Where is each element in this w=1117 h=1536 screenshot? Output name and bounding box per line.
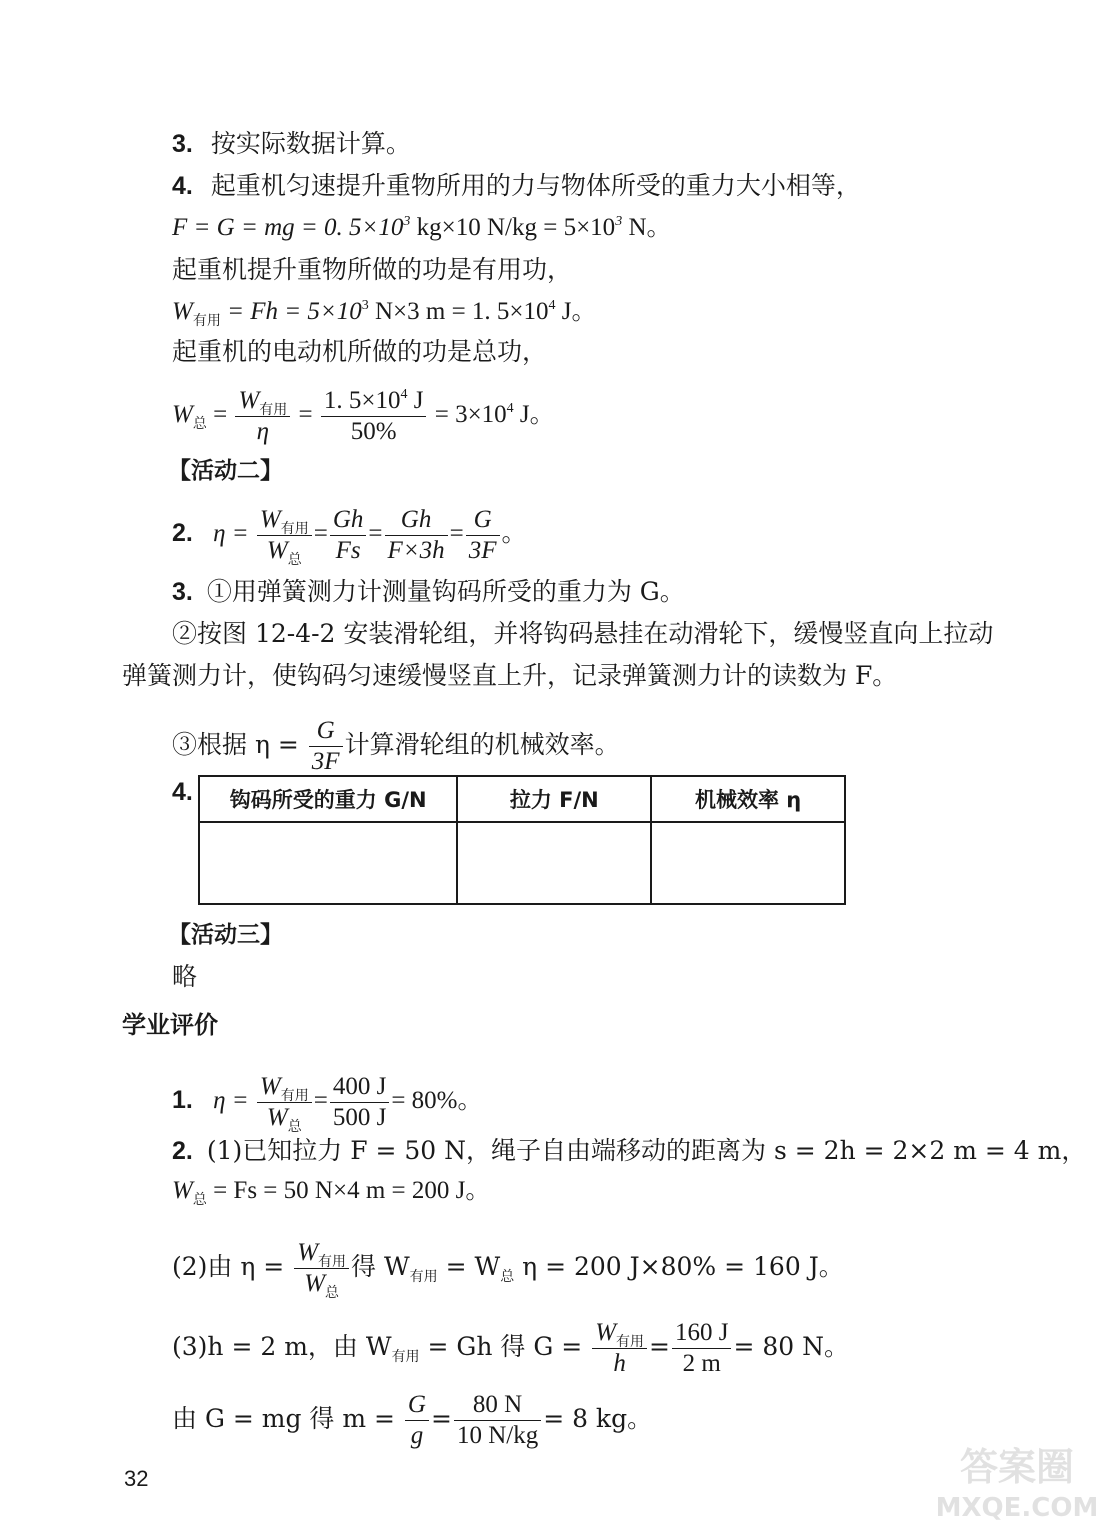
e2-part4: 由 G = mg 得 m = $\frac{G}{g}$ = $\frac{80 N}{10 N/kg}$ = 8 kg。	[172, 1391, 653, 1449]
a2-eta: η =	[213, 520, 249, 548]
total-work-text: 起重机的电动机所做的功是总功，	[172, 337, 548, 366]
w-total-f2-top: 1. 5×10	[323, 387, 401, 414]
w-useful-symbol: W	[172, 298, 193, 325]
a2-q3-number: 3.	[172, 578, 193, 606]
a2-q3-step3-fraction	[309, 716, 343, 777]
q4-line	[172, 170, 861, 202]
e1-fraction-1	[257, 1072, 312, 1133]
e2-line1	[172, 1135, 1086, 1167]
a2-f1-top: W	[259, 506, 281, 533]
activity-3-text: 略	[172, 962, 198, 991]
w-total-f1-bottom: η	[256, 418, 270, 445]
w-total-sub: 总	[192, 417, 207, 433]
table-header-force: 拉力 F/N	[457, 776, 651, 822]
force-exp1: 3	[403, 214, 411, 229]
a2-f3-top: Gh	[385, 505, 448, 536]
a2-q3-step1	[172, 576, 685, 608]
e2-line1-text: (1)已知拉力 F = 50 N，绳子自由端移动的距离为 s = 2h = 2×2 m = 4 m，	[206, 1136, 1087, 1165]
w-useful-exp2: 4	[548, 298, 556, 313]
table-cell-weight	[199, 822, 457, 904]
e1-end: = 80%。	[391, 1087, 483, 1115]
e1-f1-top-sub: 有用	[280, 1089, 309, 1104]
a2-q3-step2-line1: ②按图 12-4-2 安装滑轮组，并将钩码悬挂在动滑轮下，缓慢竖直向上拉动	[172, 619, 994, 648]
w-total-f2-bottom: 50%	[350, 418, 397, 445]
a2-q3-step3-post: 计算滑轮组的机械效率。	[344, 730, 620, 759]
e2-p2-top-sub: 有用	[318, 1255, 347, 1270]
a2-f4-top: G	[466, 505, 500, 536]
a2-q3-step2-line2: 弹簧测力计，使钩码匀速缓慢竖直上升，记录弹簧测力计的读数为 F。	[122, 661, 898, 690]
e2-p2-bottom: W	[304, 1270, 326, 1297]
table-cell-force	[457, 822, 651, 904]
page-number: 32	[124, 1466, 149, 1491]
activity-2-heading: 【活动二】	[168, 458, 283, 484]
e2-p3-fraction-1	[592, 1318, 647, 1379]
watermark-logo	[931, 1440, 1103, 1522]
e2-p3-f2-bottom: 2 m	[682, 1350, 721, 1377]
e2-p2-mid2: = W	[437, 1252, 501, 1281]
a2-f2-bottom: Fs	[335, 537, 361, 564]
table-header-row	[199, 776, 845, 822]
e1-f1-bottom: W	[266, 1104, 288, 1131]
a2-fraction-3	[385, 505, 448, 566]
table-row	[199, 822, 845, 904]
e2-p4-fraction-1	[405, 1390, 429, 1451]
w-useful-end: J。	[555, 298, 597, 325]
e1-f2-top: 400 J	[330, 1072, 389, 1103]
w-total-f1-top-sub: 有用	[259, 403, 288, 418]
e2-p2-mid-sub: 有用	[409, 1269, 438, 1285]
e2-p3-f1-bottom: h	[613, 1350, 626, 1377]
e2-p2-pre: (2)由 η =	[172, 1252, 285, 1281]
w-total-fraction-2	[321, 386, 427, 447]
e2-p4-f1-bottom: g	[410, 1422, 424, 1449]
w-total-fraction-1	[235, 386, 290, 447]
a2-q2-equation: 2. η = $\frac{W_{有用}}{W_总}$ = $\frac{Gh}{Fs}$ = $\frac{Gh}{F\times 3h}$ = $\frac{G}{3F}$ 。	[172, 506, 527, 568]
q3-line	[172, 128, 411, 160]
a2-q3-step3-pre: ③根据 η =	[172, 730, 299, 759]
e1-f2-bottom: 500 J	[332, 1104, 387, 1131]
useful-work-text: 起重机提升重物所做的功是有用功，	[172, 255, 573, 284]
w-total-result-end: J。	[513, 401, 555, 429]
a2-f3-bottom: F×3h	[387, 537, 445, 564]
table-header-efficiency: 机械效率 η	[651, 776, 845, 822]
e2-line2-rest: = Fs = 50 N×4 m = 200 J。	[206, 1177, 491, 1204]
e2-w-total: W	[172, 1177, 193, 1204]
e2-number: 2.	[172, 1137, 193, 1165]
force-equation	[172, 212, 672, 244]
a2-q3-step3	[172, 716, 620, 777]
e1-f1-bottom-sub: 总	[287, 1120, 302, 1135]
w-useful-sub: 有用	[192, 314, 221, 329]
e2-p4-f1-top: G	[405, 1390, 429, 1421]
force-eq-end: N。	[622, 214, 672, 241]
e1-eta: η =	[213, 1087, 249, 1115]
activity-3-heading: 【活动三】	[168, 922, 283, 948]
a2-f1-bottom-sub: 总	[287, 553, 302, 568]
data-record-table	[198, 775, 846, 905]
e2-p2-mid: 得 W	[351, 1252, 410, 1281]
e2-p3-pre-sub: 有用	[391, 1349, 420, 1365]
e2-line2	[172, 1175, 490, 1207]
a2-q3-text: ①用弹簧测力计测量钩码所受的重力为 G。	[206, 577, 685, 606]
total-work-equation: $W_总$ = $\frac{W_{有用}}{\eta}$ = $\frac{1. 5\times 10^4 J}{50\%}$ = $3\times 10^4$ J。	[172, 387, 555, 445]
q4-number: 4.	[172, 172, 193, 200]
e2-p2-top: W	[297, 1239, 319, 1266]
svg-text:答案圈: 答案圈	[959, 1445, 1075, 1489]
e2-part3: (3)h = 2 m，由 $W_{有用} = Gh$ 得 G = $\frac{W_{有用}}{h}$ = $\frac{160 J}{2 m}$ = 80 N。	[172, 1319, 849, 1377]
e2-p4-f2-bottom: 10 N/kg	[456, 1422, 539, 1449]
w-useful-rhs: = Fh = 5×10	[220, 298, 362, 325]
e2-p3-mid: = Gh 得 G =	[419, 1332, 583, 1361]
e2-p4-pre: 由 G = mg 得 m =	[172, 1404, 395, 1433]
e2-p3-fraction-2	[672, 1318, 731, 1379]
e2-p4-end: = 8 kg。	[543, 1404, 653, 1433]
e2-p3-pre: (3)h = 2 m，由 W	[172, 1332, 392, 1361]
force-eq-part1: F = G = mg = 0. 5×10	[172, 214, 404, 241]
svg-text:MXQE.COM: MXQE.COM	[935, 1493, 1099, 1522]
w-total-f1-top: W	[238, 387, 260, 414]
a2-q4-number: 4.	[172, 778, 193, 806]
e2-p2-bottom-sub: 总	[325, 1286, 340, 1301]
w-total-result: = 3×10	[434, 401, 507, 429]
q4-text: 起重机匀速提升重物所用的力与物体所受的重力大小相等，	[210, 171, 861, 200]
e1-f1-top: W	[259, 1073, 281, 1100]
e2-p3-f1-top-sub: 有用	[616, 1335, 645, 1350]
a2-f4-bottom: 3F	[468, 537, 497, 564]
q3-text: 按实际数据计算。	[210, 129, 411, 158]
a2-fraction-2	[330, 505, 367, 566]
a2-f1-top-sub: 有用	[280, 522, 309, 537]
e2-p4-f2-top: 80 N	[454, 1390, 541, 1421]
a2-fraction-4	[466, 505, 500, 566]
a2-q3-step3-top: G	[309, 716, 343, 747]
e2-p2-mid2-sub: 总	[500, 1269, 515, 1285]
e2-p4-fraction-2	[454, 1390, 541, 1451]
e2-part2	[172, 1238, 844, 1299]
useful-work-equation	[172, 296, 597, 328]
e2-p3-f2-top: 160 J	[672, 1318, 731, 1349]
a2-f2-top: Gh	[330, 505, 367, 536]
w-total-f2-exp: 4	[400, 387, 408, 402]
force-eq-part2: kg×10 N/kg = 5×10	[410, 214, 616, 241]
evaluation-heading: 学业评价	[122, 1011, 218, 1039]
w-useful-rhs2: N×3 m = 1. 5×10	[368, 298, 549, 325]
table-cell-efficiency	[651, 822, 845, 904]
w-total-f2-unit: J	[407, 387, 424, 414]
e1-number: 1.	[172, 1086, 193, 1115]
e2-p3-f1-top: W	[595, 1319, 617, 1346]
table-header-weight: 钩码所受的重力 G/N	[199, 776, 457, 822]
e2-p2-fraction	[294, 1238, 349, 1299]
w-useful-exp1: 3	[361, 298, 369, 313]
e2-p2-end: η = 200 J×80% = 160 J。	[514, 1252, 844, 1281]
a2-q3-step3-bottom: 3F	[311, 748, 340, 775]
e2-w-total-sub: 总	[192, 1193, 207, 1208]
a2-f1-bottom: W	[266, 537, 288, 564]
e2-p3-end: = 80 N。	[733, 1332, 849, 1361]
q3-number: 3.	[172, 130, 193, 158]
e1-equation: 1. η = $\frac{W_{有用}}{W_总}$ = $\frac{400 J}{500 J}$ = 80%。	[172, 1073, 483, 1135]
a2-q2-number: 2.	[172, 519, 193, 548]
w-total-symbol: W	[172, 401, 193, 429]
force-exp2: 3	[615, 214, 623, 229]
w-total-result-exp: 4	[506, 401, 514, 417]
a2-fraction-1	[257, 505, 312, 566]
e1-fraction-2	[330, 1072, 389, 1133]
a2-end: 。	[501, 520, 527, 548]
